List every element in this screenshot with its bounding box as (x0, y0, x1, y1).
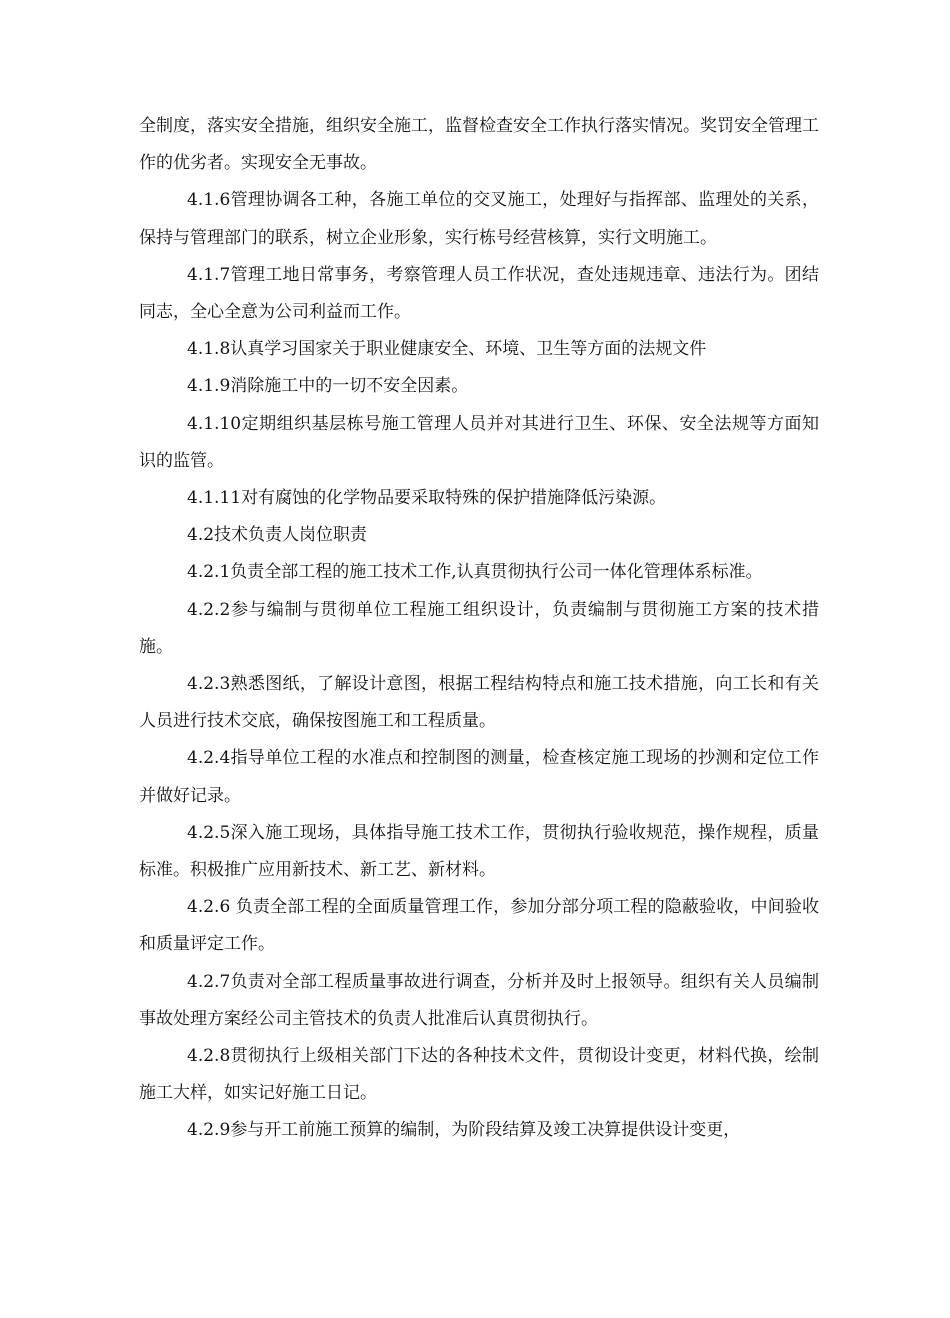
paragraph-4-1-7: 4.1.7管理工地日常事务，考察管理人员工作状况，查处违规违章、违法行为。团结同志，全心全意为公司利益而工作。 (139, 264, 819, 323)
paragraph-4-2-9: 4.2.9参与开工前施工预算的编制，为阶段结算及竣工决算提供设计变更， (187, 1120, 741, 1141)
paragraph-4-1-8: 4.1.8认真学习国家关于职业健康安全、环境、卫生等方面的法规文件 (187, 339, 707, 360)
paragraph-4-2-5: 4.2.5深入施工现场，具体指导施工技术工作，贯彻执行验收规范，操作规程，质量标准。积极推广应用新技术、新工艺、新材料。 (139, 822, 819, 881)
paragraph-4-2-2: 4.2.2参与编制与贯彻单位工程施工组织设计，负责编制与贯彻施工方案的技术措施。 (139, 599, 819, 657)
paragraph-4-1-6: 4.1.6管理协调各工种，各施工单位的交叉施工，处理好与指挥部、监理处的关系，保持与管理部门的联系，树立企业形象，实行栋号经营核算，实行文明施工。 (139, 190, 819, 248)
paragraph-4-1-9: 4.1.9消除施工中的一切不安全因素。 (187, 376, 469, 397)
paragraph-4-2-7: 4.2.7负责对全部工程质量事故进行调查，分析并及时上报领导。组织有关人员编制事故处理方案经公司主管技术的负责人批准后认真贯彻执行。 (139, 971, 819, 1029)
paragraph-4-2-1: 4.2.1负责全部工程的施工技术工作,认真贯彻执行公司一体化管理体系标准。 (187, 562, 763, 583)
paragraph: 全制度，落实安全措施，组织安全施工，监督检查安全工作执行落实情况。奖罚安全管理工作的优劣者。实现安全无事故。 (139, 116, 819, 174)
section-heading-4-2: 4.2技术负责人岗位职责 (187, 525, 368, 546)
paragraph-4-1-10: 4.1.10定期组织基层栋号施工管理人员并对其进行卫生、环保、安全法规等方面知识的监管。 (139, 413, 819, 471)
paragraph-4-2-8: 4.2.8贯彻执行上级相关部门下达的各种技术文件，贯彻设计变更，材料代换，绘制施工大样，如实记好施工日记。 (139, 1046, 819, 1104)
paragraph-4-2-4: 4.2.4指导单位工程的水准点和控制图的测量，检查核定施工现场的抄测和定位工作并做好记录。 (139, 748, 819, 806)
paragraph-4-1-11: 4.1.11对有腐蚀的化学物品要采取特殊的保护措施降低污染源。 (187, 488, 667, 509)
paragraph-4-2-6: 4.2.6 负责全部工程的全面质量管理工作，参加分部分项工程的隐蔽验收，中间验收和质量评定工作。 (139, 897, 819, 955)
paragraph-4-2-3: 4.2.3熟悉图纸，了解设计意图，根据工程结构特点和施工技术措施，向工长和有关人员进行技术交底，确保按图施工和工程质量。 (139, 674, 819, 732)
document-page (139, 108, 819, 1150)
